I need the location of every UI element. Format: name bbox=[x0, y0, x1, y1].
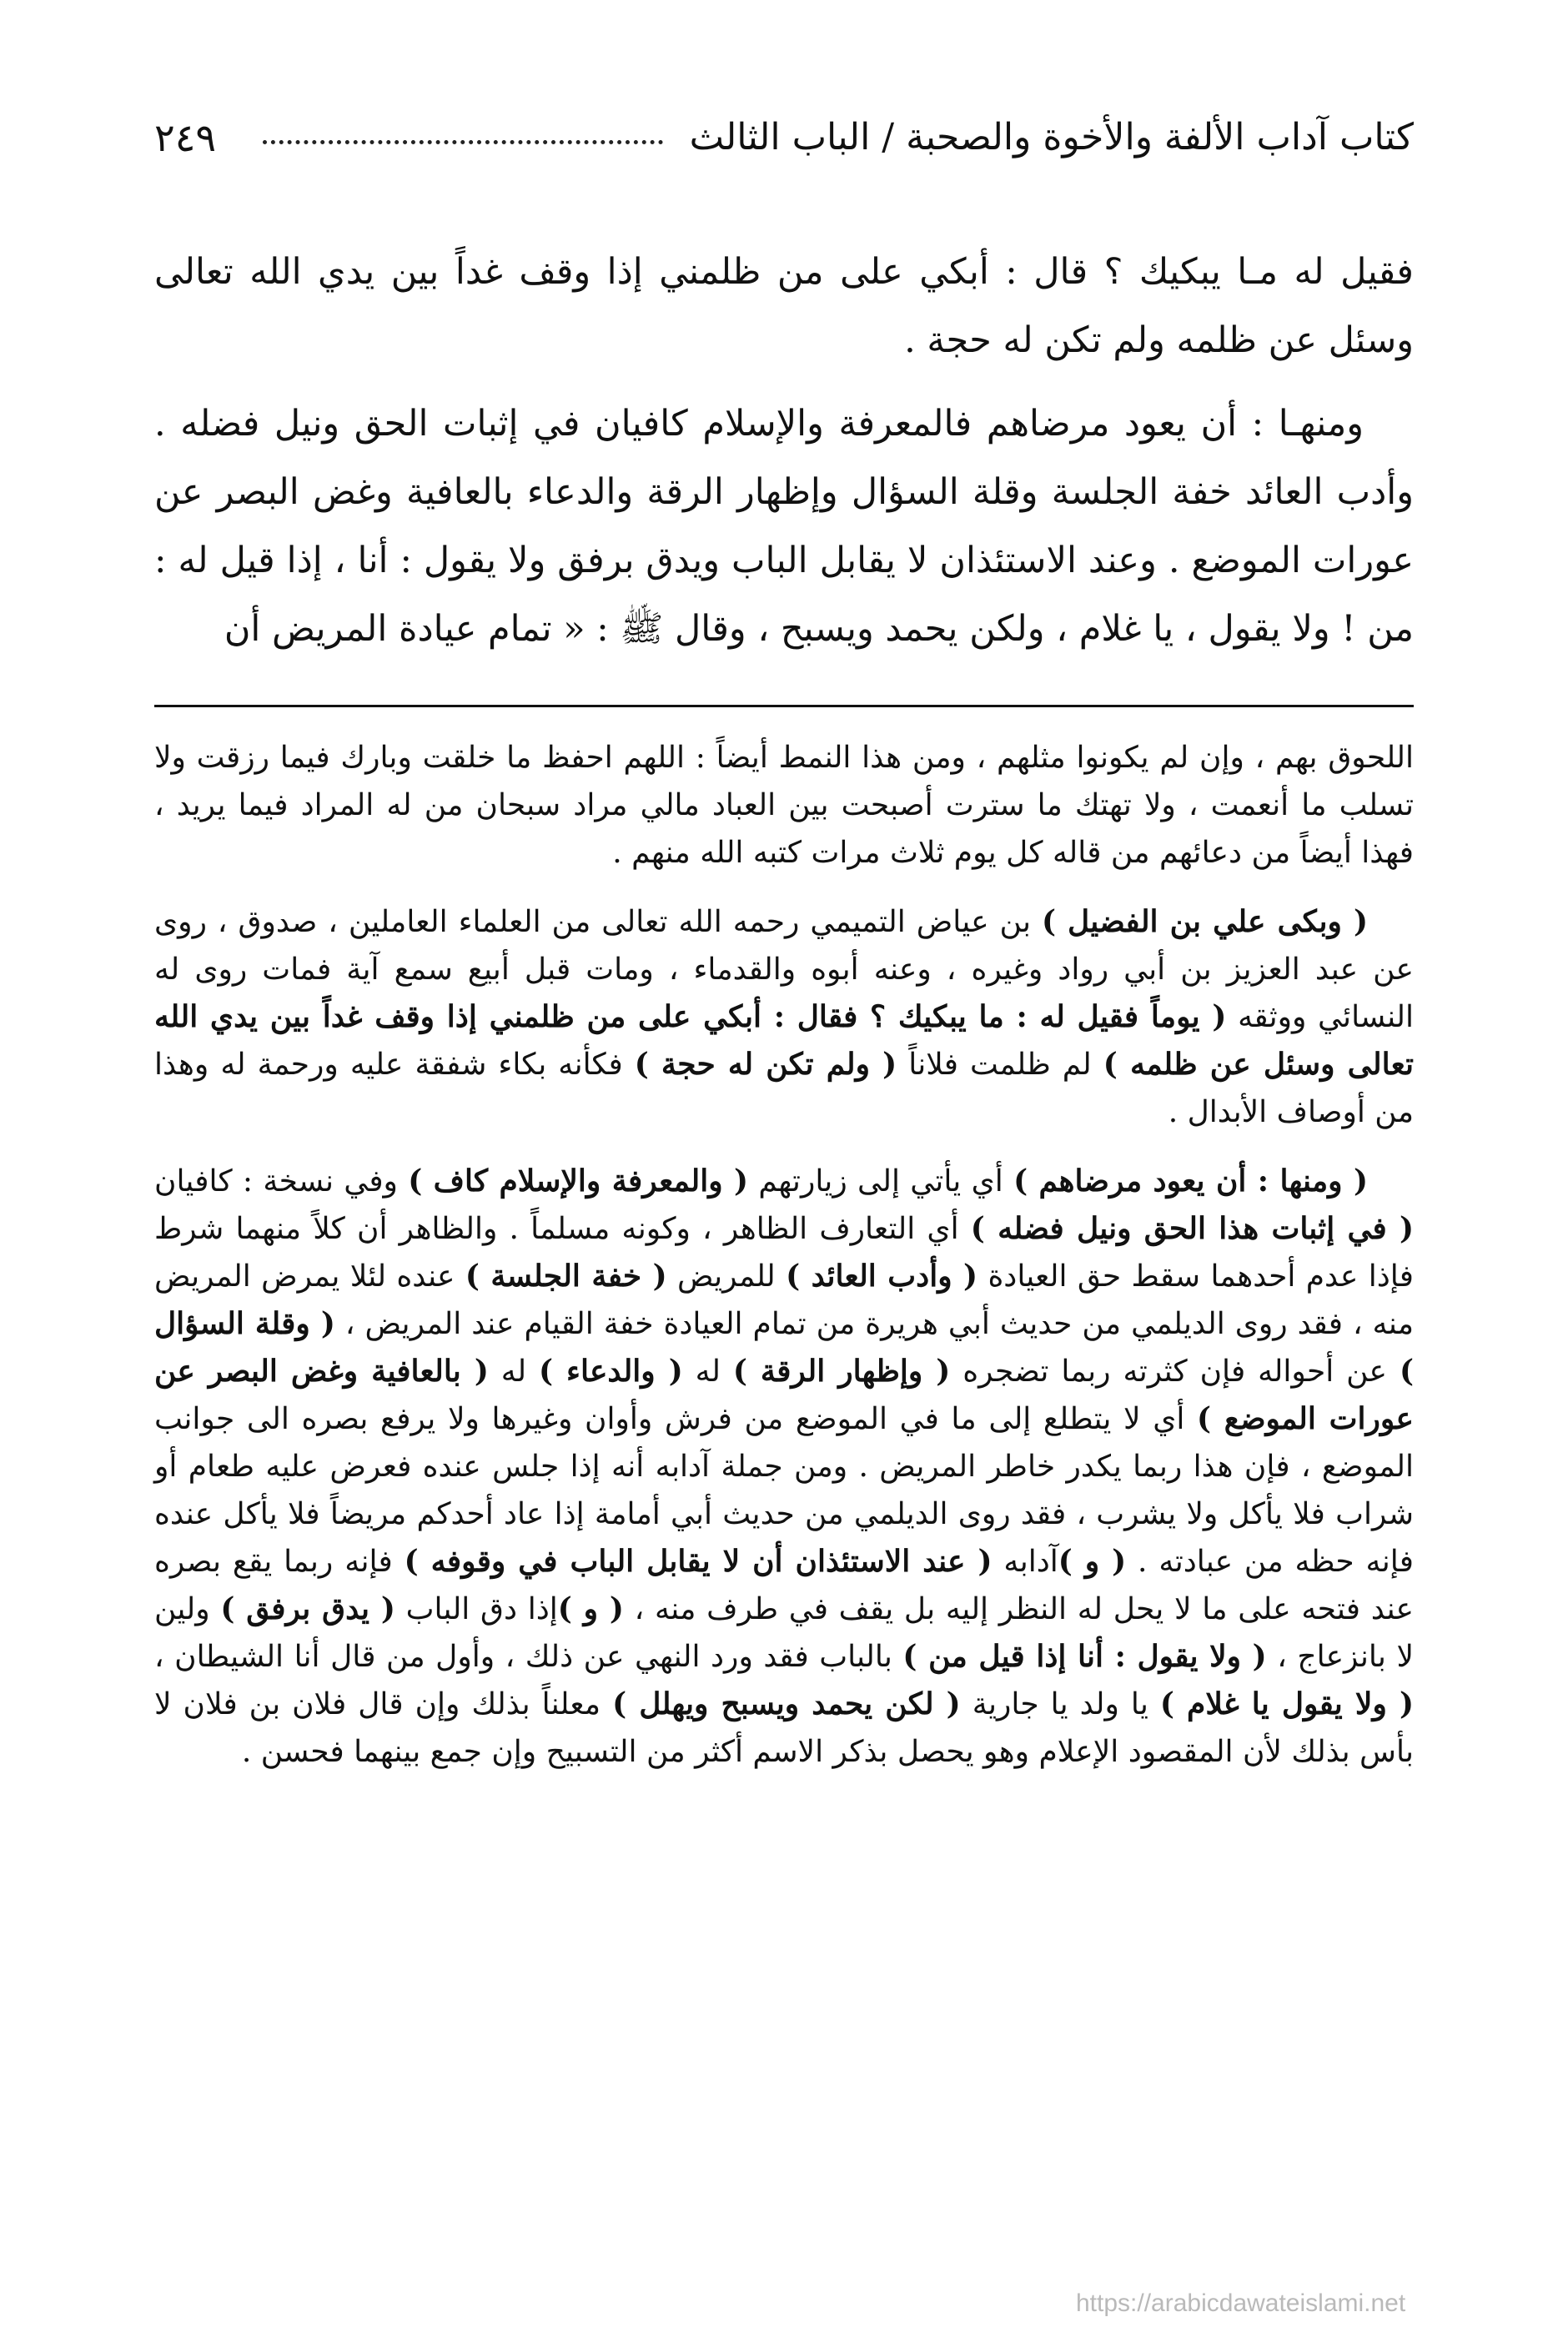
quoted-text: ( خفة الجلسة ) bbox=[465, 1259, 667, 1294]
commentary-text: فكأنه بكاء شفقة عليه ورحمة له وهذا من أوصاف الأبدال . bbox=[154, 1048, 1414, 1129]
commentary-paragraph-2 bbox=[154, 898, 1414, 1136]
commentary-paragraph-3 bbox=[154, 1158, 1414, 1776]
header-title: كتاب آداب الألفة والأخوة والصحبة / الباب الثالث bbox=[689, 116, 1414, 158]
main-paragraph-1: فقيل له مـا يبكيك ؟ قال : أبكي على من ظلمني إذا وقف غداً بين يدي الله تعالى وسئل عن ظلمه ولم تكن له حجة . bbox=[154, 251, 1414, 361]
quoted-text: ( و ) bbox=[1058, 1544, 1127, 1579]
commentary-text: بالباب فقد ورد النهي عن ذلك ، وأول من قال أنا الشيطان ، bbox=[154, 1640, 903, 1674]
commentary-text: لم ظلمت فلاناً bbox=[897, 1048, 1103, 1082]
commentary-text: أي التعارف الظاهر ، وكونه مسلماً . والظاهر أن كلاً منهما شرط فإذا عدم أحدهما سقط حق العيادة bbox=[154, 1212, 1414, 1294]
quoted-text: ( ولا يقول يا غلام ) bbox=[1159, 1686, 1414, 1721]
quoted-text: ( والدعاء ) bbox=[539, 1354, 683, 1389]
commentary-text: إذا دق الباب bbox=[395, 1592, 558, 1626]
quoted-text: ( لكن يحمد ويسبح ويهلل ) bbox=[612, 1686, 961, 1721]
quoted-text: ( ولم تكن له حجة ) bbox=[634, 1047, 897, 1082]
quoted-text: ( يوماً فقيل له : ما يبكيك ؟ فقال : أبكي على من ظلمني إذا وقف غداً بين يدي الله تعالى وسئل عن ظلمه ) bbox=[154, 999, 1414, 1082]
commentary-text: يا ولد يا جارية bbox=[960, 1687, 1160, 1721]
header-dot-leader bbox=[263, 140, 663, 144]
commentary-text: عنده لئلا يمرض المريض منه ، فقد روى الديلمي من حديث أبي هريرة من تمام العيادة خفة القيام عند المريض ، bbox=[154, 1259, 1414, 1341]
commentary-text: آدابه bbox=[992, 1545, 1058, 1579]
commentary-text: له bbox=[488, 1354, 539, 1389]
quoted-text: ( و ) bbox=[557, 1591, 624, 1626]
commentary-paragraph-1: اللحوق بهم ، وإن لم يكونوا مثلهم ، ومن هذا النمط أيضاً : اللهم احفظ ما خلقت وبارك فيما رزقت ولا تسلب ما أنعمت ، ولا تهتك ما سترت أصبحت بين العباد مالي مراد سبحان من له المراد فيما يريد ، فهذا أيضاً من دعائهم من قاله كل يوم ثلاث مرات كتبه الله منهم . bbox=[154, 741, 1414, 870]
commentary-text: ولين لا بانزعاج ، bbox=[154, 1592, 1414, 1674]
quoted-text: ( وأدب العائد ) bbox=[786, 1259, 978, 1294]
quoted-text: ( في إثبات هذا الحق ونيل فضله ) bbox=[970, 1211, 1414, 1246]
quoted-text: ( عند الاستئذان أن لا يقابل الباب في وقوفه ) bbox=[404, 1544, 993, 1579]
commentary-text: أي لا يتطلع إلى ما في الموضع من فرش وأوان وغيرها ولا يرفع بصره الى جوانب الموضع ، فإن هذا ربما يكدر خاطر المريض . ومن جملة آدابه أنه إذا جلس عنده فعرض عليه طعام أو شراب فلا يأكل ولا يشرب ، فقد روى الديلمي من حديث أبي أمامة إذا عاد أحدكم مريضاً فلا يأكل عنده فإنه حظه من عبادته . bbox=[154, 1402, 1414, 1579]
quoted-text: ( وبكى علي بن الفضيل ) bbox=[1041, 904, 1368, 939]
commentary-text: للمريض bbox=[666, 1259, 787, 1294]
commentary-text: عن أحواله فإن كثرته ربما تضجره bbox=[950, 1354, 1400, 1389]
quoted-text: ( وإظهار الرقة ) bbox=[732, 1354, 951, 1389]
commentary-text: فإنه ربما يقع بصره عند فتحه على ما لا يحل له النظر إليه بل يقف في طرف منه ، bbox=[154, 1545, 1414, 1626]
commentary-text: أي يأتي إلى زيارتهم bbox=[748, 1164, 1014, 1199]
page-number: ٢٤٩ bbox=[154, 115, 217, 160]
quoted-text: ( وقلة السؤال ) bbox=[154, 1306, 1415, 1389]
quoted-text: ( ومنها : أن يعود مرضاهم ) bbox=[1013, 1163, 1369, 1199]
commentary-text: له bbox=[682, 1354, 733, 1389]
quoted-text: ( والمعرفة والإسلام كاف ) bbox=[408, 1163, 749, 1199]
commentary-section bbox=[154, 734, 1414, 1797]
source-watermark: https://arabicdawateislami.net bbox=[1076, 2289, 1406, 2317]
main-paragraph-2: ومنهـا : أن يعود مرضاهم فالمعرفة والإسلام كافيان في إثبات الحق ونيل فضله . وأدب العائد خفة الجلسة وقلة السؤال وإظهار الرقة والدعاء بالعافية وغض البصر عن عورات الموضع . وعند الاستئذان لا يقابل الباب ويدق برفق ولا يقول : أنا ، إذا قيل له : من ! ولا يقول ، يا غلام ، ولكن يحمد ويسبح ، وقال ﷺ : « تمام عيادة المريض أن bbox=[154, 403, 1414, 650]
footnote-divider bbox=[154, 705, 1414, 707]
commentary-text: معلناً بذلك وإن قال فلان بن فلان لا بأس بذلك لأن المقصود الإعلام وهو يحصل بذكر الاسم أكثر من التسبيح وإن جمع بينهما فحسن . bbox=[154, 1687, 1414, 1769]
commentary-text: وفي نسخة : كافيان bbox=[154, 1164, 409, 1199]
quoted-text: ( يدق برفق ) bbox=[220, 1591, 395, 1626]
commentary-text: بن عياض التميمي رحمه الله تعالى من العلماء العاملين ، صدوق ، روى عن عبد العزيز بن أبي رواد وغيره ، وعنه أبوه والقدماء ، ومات قبل أبيع سمع آية فمات روى له النسائي ووثقه bbox=[154, 905, 1414, 1034]
main-text bbox=[154, 238, 1414, 663]
quoted-text: ( ولا يقول : أنا إذا قيل من ) bbox=[902, 1639, 1267, 1674]
quoted-text: ( بالعافية وغض البصر عن عورات الموضع ) bbox=[154, 1354, 1414, 1436]
running-header bbox=[154, 108, 1414, 175]
